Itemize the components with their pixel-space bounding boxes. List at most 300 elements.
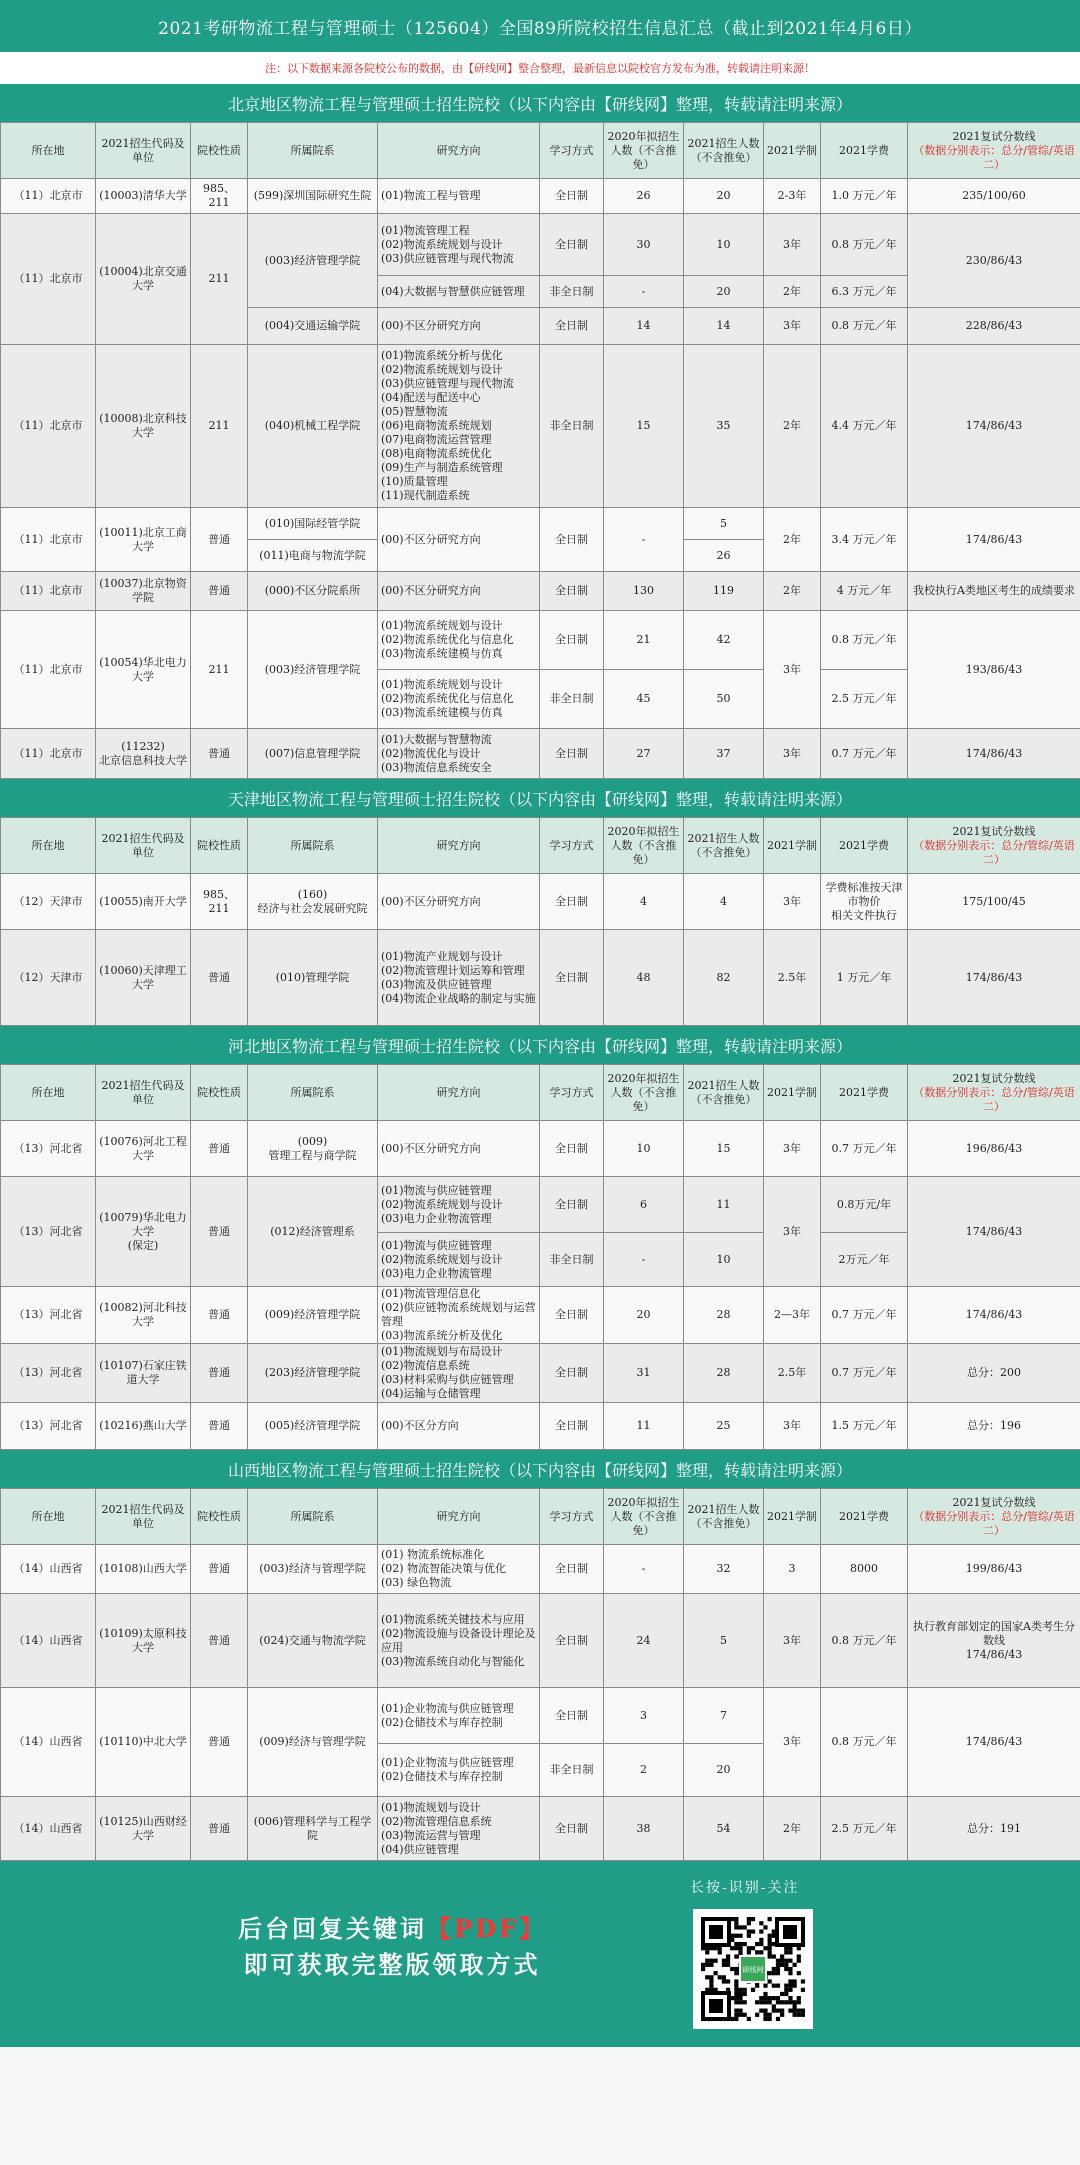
cell-type: 普通 — [191, 572, 248, 611]
column-header: 研究方向 — [378, 1065, 540, 1121]
cell-unit: (10054)华北电力大学 — [96, 611, 191, 729]
cell-dir: (01)大数据与智慧物流 (02)物流优化与设计 (03)物流信息系统安全 — [378, 729, 540, 779]
cell-n2020: 26 — [604, 179, 684, 214]
table-row — [1, 508, 1080, 540]
column-header: 院校性质 — [191, 1065, 248, 1121]
cell-n2021: 82 — [684, 930, 764, 1026]
cell-dept: (003)经济与管理学院 — [248, 1545, 378, 1594]
cell-n2021: 28 — [684, 1287, 764, 1344]
cell-dept: (005)经济管理学院 — [248, 1403, 378, 1450]
promo-line2: 即可获取完整版领取方式 — [243, 1950, 541, 1979]
cell-mode: 非全日制 — [540, 670, 604, 729]
cell-mode: 全日制 — [540, 1545, 604, 1594]
cell-n2020: 24 — [604, 1594, 684, 1688]
cell-dir: (01)物流管理信息化 (02)供应链物流系统规划与运营管理 (03)物流系统分析及优化 — [378, 1287, 540, 1344]
cell-loc: （11）北京市 — [1, 214, 96, 345]
cell-unit: (10076)河北工程大学 — [96, 1121, 191, 1177]
cell-n2020: - — [604, 1233, 684, 1287]
cell-mode: 全日制 — [540, 1287, 604, 1344]
cell-mode: 全日制 — [540, 1688, 604, 1744]
cell-dept: (010)国际经管学院 — [248, 508, 378, 540]
cell-years: 3年 — [764, 1403, 821, 1450]
cell-dir: (01) 物流系统标准化 (02) 物流智能决策与优化 (03) 绿色物流 — [378, 1545, 540, 1594]
cell-n2020: 14 — [604, 308, 684, 345]
column-header: 2020年拟招生人数（不含推免） — [604, 818, 684, 874]
cell-type: 普通 — [191, 1545, 248, 1594]
cell-mode: 非全日制 — [540, 345, 604, 508]
cell-n2020: 2 — [604, 1744, 684, 1797]
cell-n2020: 4 — [604, 874, 684, 930]
column-header: 所属院系 — [248, 1065, 378, 1121]
cell-fee: 0.8 万元／年 — [821, 1688, 908, 1797]
cell-dir: (01)物流工程与管理 — [378, 179, 540, 214]
cell-mode: 全日制 — [540, 1403, 604, 1450]
cell-score: 执行教育部划定的国家A类考生分数线 174/86/43 — [908, 1594, 1080, 1688]
cell-unit: (10011)北京工商大学 — [96, 508, 191, 572]
cell-dept: (003)经济管理学院 — [248, 214, 378, 308]
cell-n2021: 20 — [684, 1744, 764, 1797]
cell-dept: (007)信息管理学院 — [248, 729, 378, 779]
cell-n2020: 31 — [604, 1344, 684, 1403]
cell-type: 普通 — [191, 1177, 248, 1287]
column-header: 院校性质 — [191, 818, 248, 874]
cell-fee: 0.7 万元／年 — [821, 1121, 908, 1177]
table-row — [1, 874, 1080, 930]
cell-years: 2年 — [764, 276, 821, 308]
column-header: 所属院系 — [248, 818, 378, 874]
region-header: 山西地区物流工程与管理硕士招生院校（以下内容由【研线网】整理，转载请注明来源） — [0, 1450, 1080, 1488]
cell-score: 174/86/43 — [908, 729, 1080, 779]
cell-n2021: 20 — [684, 276, 764, 308]
cell-unit: (10060)天津理工大学 — [96, 930, 191, 1026]
cell-years: 3年 — [764, 874, 821, 930]
qr-code-image — [693, 1909, 813, 2029]
cell-n2020: 38 — [604, 1797, 684, 1861]
cell-dir: (00)不区分研究方向 — [378, 874, 540, 930]
cell-mode: 全日制 — [540, 1344, 604, 1403]
cell-mode: 全日制 — [540, 930, 604, 1026]
cell-dir: (01)物流管理工程 (02)物流系统规划与设计 (03)供应链管理与现代物流 — [378, 214, 540, 276]
cell-mode: 全日制 — [540, 572, 604, 611]
cell-years: 3年 — [764, 1121, 821, 1177]
cell-type: 211 — [191, 611, 248, 729]
cell-dir: (01)物流与供应链管理 (02)物流系统规划与设计 (03)电力企业物流管理 — [378, 1177, 540, 1233]
column-header: 2021复试分数线 （数据分别表示：总分/管综/英语二） — [908, 123, 1080, 179]
cell-dept: (160) 经济与社会发展研究院 — [248, 874, 378, 930]
cell-n2020: 27 — [604, 729, 684, 779]
cell-n2021: 5 — [684, 1594, 764, 1688]
cell-unit: (10037)北京物资学院 — [96, 572, 191, 611]
qr-badge-text: 研线网 — [742, 1966, 764, 1974]
cell-fee: 8000 — [821, 1545, 908, 1594]
cell-loc: （14）山西省 — [1, 1797, 96, 1861]
cell-loc: （14）山西省 — [1, 1545, 96, 1594]
cell-n2021: 35 — [684, 345, 764, 508]
cell-dept: (006)管理科学与工程学院 — [248, 1797, 378, 1861]
cell-loc: （11）北京市 — [1, 572, 96, 611]
cell-loc: （13）河北省 — [1, 1344, 96, 1403]
cell-score: 228/86/43 — [908, 308, 1080, 345]
column-header: 2021招生人数（不含推免） — [684, 1065, 764, 1121]
table-header-row — [1, 1489, 1080, 1545]
cell-score: 174/86/43 — [908, 1688, 1080, 1797]
cell-years: 2年 — [764, 572, 821, 611]
cell-type: 211 — [191, 345, 248, 508]
cell-n2021: 7 — [684, 1688, 764, 1744]
cell-score: 230/86/43 — [908, 214, 1080, 308]
column-header: 2021招生代码及单位 — [96, 123, 191, 179]
cell-dir: (01)物流与供应链管理 (02)物流系统规划与设计 (03)电力企业物流管理 — [378, 1233, 540, 1287]
cell-fee: 1.5 万元／年 — [821, 1403, 908, 1450]
cell-n2021: 54 — [684, 1797, 764, 1861]
cell-score: 174/86/43 — [908, 345, 1080, 508]
column-header: 2020年拟招生人数（不含推免） — [604, 1065, 684, 1121]
cell-dept: (004)交通运输学院 — [248, 308, 378, 345]
cell-loc: （14）山西省 — [1, 1688, 96, 1797]
cell-mode: 全日制 — [540, 1121, 604, 1177]
cell-loc: （11）北京市 — [1, 345, 96, 508]
cell-years: 3年 — [764, 308, 821, 345]
cell-unit: (10216)燕山大学 — [96, 1403, 191, 1450]
cell-n2021: 15 — [684, 1121, 764, 1177]
cell-dept: (009)经济与管理学院 — [248, 1688, 378, 1797]
cell-dir: (01)物流系统规划与设计 (02)物流系统优化与信息化 (03)物流系统建模与仿真 — [378, 670, 540, 729]
cell-fee: 0.7 万元／年 — [821, 1287, 908, 1344]
cell-score: 174/86/43 — [908, 1177, 1080, 1287]
cell-type: 普通 — [191, 1121, 248, 1177]
cell-dept: (203)经济管理学院 — [248, 1344, 378, 1403]
cell-mode: 全日制 — [540, 1594, 604, 1688]
cell-n2020: 15 — [604, 345, 684, 508]
cell-fee: 2万元／年 — [821, 1233, 908, 1287]
table-row — [1, 1688, 1080, 1744]
column-header: 2021学制 — [764, 1065, 821, 1121]
table-header-row — [1, 123, 1080, 179]
cell-mode: 非全日制 — [540, 276, 604, 308]
cell-n2020: - — [604, 1545, 684, 1594]
cell-dept: (000)不区分院系所 — [248, 572, 378, 611]
promo-text — [238, 1911, 546, 1983]
cell-dept: (012)经济管理系 — [248, 1177, 378, 1287]
cell-score: 我校执行A类地区考生的成绩要求 — [908, 572, 1080, 611]
cell-dir: (00)不区分研究方向 — [378, 508, 540, 572]
cell-unit: (10108)山西大学 — [96, 1545, 191, 1594]
cell-years: 3年 — [764, 729, 821, 779]
page-title: 2021考研物流工程与管理硕士（125604）全国89所院校招生信息汇总（截止到2021年4月6日） — [0, 0, 1080, 52]
cell-dept: (040)机械工程学院 — [248, 345, 378, 508]
cell-dept: (011)电商与物流学院 — [248, 540, 378, 572]
cell-score: 235/100/60 — [908, 179, 1080, 214]
cell-fee: 4.4 万元／年 — [821, 345, 908, 508]
column-header: 2021招生人数（不含推免） — [684, 123, 764, 179]
cell-score: 174/86/43 — [908, 508, 1080, 572]
promo-line1: 后台回复关键词 — [238, 1914, 427, 1943]
cell-score: 199/86/43 — [908, 1545, 1080, 1594]
cell-n2021: 50 — [684, 670, 764, 729]
cell-fee: 0.8 万元／年 — [821, 308, 908, 345]
cell-type: 普通 — [191, 1797, 248, 1861]
cell-score: 196/86/43 — [908, 1121, 1080, 1177]
cell-unit: (10125)山西财经大学 — [96, 1797, 191, 1861]
cell-fee: 2.5 万元／年 — [821, 1797, 908, 1861]
cell-dir: (04)大数据与智慧供应链管理 — [378, 276, 540, 308]
cell-years: 2年 — [764, 508, 821, 572]
region-table — [0, 122, 1080, 779]
cell-mode: 非全日制 — [540, 1744, 604, 1797]
cell-fee: 0.8 万元／年 — [821, 214, 908, 276]
cell-score: 总分：191 — [908, 1797, 1080, 1861]
cell-n2020: 21 — [604, 611, 684, 670]
cell-unit: (10110)中北大学 — [96, 1688, 191, 1797]
cell-score: 174/86/43 — [908, 1287, 1080, 1344]
cell-fee: 1.0 万元／年 — [821, 179, 908, 214]
cell-n2021: 14 — [684, 308, 764, 345]
cell-dept: (010)管理学院 — [248, 930, 378, 1026]
column-header: 研究方向 — [378, 123, 540, 179]
cell-mode: 全日制 — [540, 611, 604, 670]
table-header-row — [1, 1065, 1080, 1121]
cell-loc: （13）河北省 — [1, 1121, 96, 1177]
cell-mode: 全日制 — [540, 1177, 604, 1233]
region-header: 北京地区物流工程与管理硕士招生院校（以下内容由【研线网】整理，转载请注明来源） — [0, 84, 1080, 122]
column-header: 学习方式 — [540, 818, 604, 874]
cell-years: 2-3年 — [764, 179, 821, 214]
region-table — [0, 1488, 1080, 1861]
cell-years: 3年 — [764, 611, 821, 729]
cell-mode: 全日制 — [540, 1797, 604, 1861]
footer-banner — [0, 1861, 1080, 2047]
cell-n2021: 25 — [684, 1403, 764, 1450]
cell-n2021: 37 — [684, 729, 764, 779]
source-note: 注：以下数据来源各院校公布的数据，由【研线网】整合整理，最新信息以院校官方发布为准，转载请注明来源！ — [0, 52, 1080, 84]
cell-dir: (01)物流规划与布局设计 (02)物流信息系统 (03)材料采购与供应链管理 (04)运输与仓储管理 — [378, 1344, 540, 1403]
cell-dept: (024)交通与物流学院 — [248, 1594, 378, 1688]
cell-type: 985、211 — [191, 179, 248, 214]
cell-type: 普通 — [191, 1594, 248, 1688]
cell-n2020: - — [604, 508, 684, 572]
cell-n2021: 28 — [684, 1344, 764, 1403]
column-header: 所在地 — [1, 818, 96, 874]
table-row — [1, 1344, 1080, 1403]
cell-type: 985、211 — [191, 874, 248, 930]
region-header: 河北地区物流工程与管理硕士招生院校（以下内容由【研线网】整理，转载请注明来源） — [0, 1026, 1080, 1064]
cell-mode: 全日制 — [540, 214, 604, 276]
cell-n2021: 26 — [684, 540, 764, 572]
column-header: 2021学费 — [821, 1489, 908, 1545]
cell-fee: 0.7 万元／年 — [821, 1344, 908, 1403]
column-header: 2021招生代码及单位 — [96, 818, 191, 874]
cell-mode: 全日制 — [540, 179, 604, 214]
cell-mode: 全日制 — [540, 874, 604, 930]
column-header: 2021复试分数线 （数据分别表示：总分/管综/英语二） — [908, 818, 1080, 874]
table-row — [1, 1594, 1080, 1688]
table-row — [1, 729, 1080, 779]
cell-fee: 4 万元／年 — [821, 572, 908, 611]
cell-years: 2.5年 — [764, 1344, 821, 1403]
cell-type: 普通 — [191, 1688, 248, 1797]
column-header: 2021复试分数线 （数据分别表示：总分/管综/英语二） — [908, 1065, 1080, 1121]
cell-fee: 0.8 万元／年 — [821, 1594, 908, 1688]
column-header: 学习方式 — [540, 1489, 604, 1545]
cell-n2020: - — [604, 276, 684, 308]
cell-dir: (01)物流系统分析与优化 (02)物流系统规划与设计 (03)供应链管理与现代物流 (04)配送与配送中心 (05)智慧物流 (06)电商物流系统规划 (07)电商物流运营管理 (08)电商物流系统优化 (09)生产与制造系统管理 (10)质量管理 (11)现代制造系统 — [378, 345, 540, 508]
cell-dept: (599)深圳国际研究生院 — [248, 179, 378, 214]
cell-n2020: 6 — [604, 1177, 684, 1233]
cell-n2021: 5 — [684, 508, 764, 540]
cell-score: 175/100/45 — [908, 874, 1080, 930]
cell-n2020: 45 — [604, 670, 684, 729]
table-row — [1, 611, 1080, 670]
cell-type: 普通 — [191, 1287, 248, 1344]
cell-dir: (01)物流产业规划与设计 (02)物流管理计划运筹和管理 (03)物流及供应链管理 (04)物流企业战略的制定与实施 — [378, 930, 540, 1026]
cell-fee: 2.5 万元／年 — [821, 670, 908, 729]
column-header: 2021学费 — [821, 1065, 908, 1121]
region-header: 天津地区物流工程与管理硕士招生院校（以下内容由【研线网】整理，转载请注明来源） — [0, 779, 1080, 817]
cell-mode: 全日制 — [540, 308, 604, 345]
column-header: 院校性质 — [191, 1489, 248, 1545]
table-row — [1, 1797, 1080, 1861]
column-header: 2020年拟招生人数（不含推免） — [604, 123, 684, 179]
column-header: 2021招生人数（不含推免） — [684, 818, 764, 874]
cell-n2021: 32 — [684, 1545, 764, 1594]
cell-n2020: 10 — [604, 1121, 684, 1177]
school-tables — [0, 84, 1080, 1861]
cell-score: 174/86/43 — [908, 930, 1080, 1026]
table-row — [1, 930, 1080, 1026]
column-header: 研究方向 — [378, 818, 540, 874]
cell-n2021: 42 — [684, 611, 764, 670]
cell-n2020: 48 — [604, 930, 684, 1026]
cell-mode: 非全日制 — [540, 1233, 604, 1287]
cell-dir: (01)企业物流与供应链管理 (02)仓储技术与库存控制 — [378, 1688, 540, 1744]
cell-fee: 6.3 万元／年 — [821, 276, 908, 308]
cell-fee: 3.4 万元／年 — [821, 508, 908, 572]
cell-n2020: 130 — [604, 572, 684, 611]
cell-n2021: 10 — [684, 1233, 764, 1287]
column-header: 所在地 — [1, 123, 96, 179]
cell-loc: （11）北京市 — [1, 508, 96, 572]
cell-loc: （11）北京市 — [1, 179, 96, 214]
cell-unit: (10109)太原科技大学 — [96, 1594, 191, 1688]
promo-keyword: 【PDF】 — [427, 1914, 546, 1943]
cell-mode: 全日制 — [540, 729, 604, 779]
cell-type: 普通 — [191, 1344, 248, 1403]
cell-n2020: 3 — [604, 1688, 684, 1744]
cell-years: 2年 — [764, 1797, 821, 1861]
column-header: 2021学制 — [764, 1489, 821, 1545]
table-row — [1, 1287, 1080, 1344]
cell-loc: （12）天津市 — [1, 874, 96, 930]
table-row — [1, 1121, 1080, 1177]
cell-mode: 全日制 — [540, 508, 604, 572]
table-row — [1, 1403, 1080, 1450]
cell-loc: （13）河北省 — [1, 1287, 96, 1344]
cell-unit: (10055)南开大学 — [96, 874, 191, 930]
cell-fee: 0.8万元/年 — [821, 1177, 908, 1233]
column-header: 2021学费 — [821, 818, 908, 874]
cell-dir: (00)不区分研究方向 — [378, 308, 540, 345]
cell-fee: 0.7 万元／年 — [821, 729, 908, 779]
cell-years: 3年 — [764, 1177, 821, 1287]
cell-n2021: 11 — [684, 1177, 764, 1233]
cell-n2020: 20 — [604, 1287, 684, 1344]
cell-unit: (10107)石家庄铁道大学 — [96, 1344, 191, 1403]
cell-n2021: 20 — [684, 179, 764, 214]
column-header: 所在地 — [1, 1489, 96, 1545]
cell-unit: (10008)北京科技大学 — [96, 345, 191, 508]
table-row — [1, 345, 1080, 508]
cell-unit: (10082)河北科技大学 — [96, 1287, 191, 1344]
column-header: 院校性质 — [191, 123, 248, 179]
cell-dir: (00)不区分方向 — [378, 1403, 540, 1450]
cell-loc: （12）天津市 — [1, 930, 96, 1026]
cell-unit: (11232) 北京信息科技大学 — [96, 729, 191, 779]
cell-unit: (10079)华北电力大学 (保定) — [96, 1177, 191, 1287]
cell-type: 211 — [191, 214, 248, 345]
column-header: 所属院系 — [248, 1489, 378, 1545]
cell-loc: （11）北京市 — [1, 611, 96, 729]
cell-years: 3年 — [764, 214, 821, 276]
column-header: 学习方式 — [540, 1065, 604, 1121]
column-header: 研究方向 — [378, 1489, 540, 1545]
cell-n2021: 119 — [684, 572, 764, 611]
qr-code[interactable] — [693, 1909, 813, 2029]
cell-dir: (00)不区分研究方向 — [378, 1121, 540, 1177]
table-row — [1, 1177, 1080, 1233]
cell-fee: 学费标准按天津市物价 相关文件执行 — [821, 874, 908, 930]
cell-type: 普通 — [191, 508, 248, 572]
table-row — [1, 214, 1080, 276]
cell-loc: （13）河北省 — [1, 1403, 96, 1450]
cell-years: 2—3年 — [764, 1287, 821, 1344]
cell-score: 193/86/43 — [908, 611, 1080, 729]
cell-fee: 1 万元／年 — [821, 930, 908, 1026]
column-header: 2021学费 — [821, 123, 908, 179]
region-table — [0, 817, 1080, 1026]
cell-loc: （14）山西省 — [1, 1594, 96, 1688]
cell-unit: (10004)北京交通大学 — [96, 214, 191, 345]
cell-loc: （11）北京市 — [1, 729, 96, 779]
column-header: 2021招生代码及单位 — [96, 1065, 191, 1121]
cell-type: 普通 — [191, 1403, 248, 1450]
column-header: 所在地 — [1, 1065, 96, 1121]
table-header-row — [1, 818, 1080, 874]
cell-dept: (009) 管理工程与商学院 — [248, 1121, 378, 1177]
cell-dir: (01)物流规划与设计 (02)物流管理信息系统 (03)物流运营与管理 (04)供应链管理 — [378, 1797, 540, 1861]
cell-n2021: 4 — [684, 874, 764, 930]
cell-type: 普通 — [191, 930, 248, 1026]
cell-n2021: 10 — [684, 214, 764, 276]
column-header: 所属院系 — [248, 123, 378, 179]
cell-unit: (10003)清华大学 — [96, 179, 191, 214]
column-header: 2021复试分数线 （数据分别表示：总分/管综/英语二） — [908, 1489, 1080, 1545]
cell-score: 总分：196 — [908, 1403, 1080, 1450]
table-row — [1, 1545, 1080, 1594]
cell-loc: （13）河北省 — [1, 1177, 96, 1287]
cell-n2020: 30 — [604, 214, 684, 276]
cell-type: 普通 — [191, 729, 248, 779]
column-header: 2021招生代码及单位 — [96, 1489, 191, 1545]
cell-score: 总分：200 — [908, 1344, 1080, 1403]
column-header: 2021学制 — [764, 818, 821, 874]
cell-years: 2.5年 — [764, 930, 821, 1026]
cell-dept: (009)经济管理学院 — [248, 1287, 378, 1344]
column-header: 2020年拟招生人数（不含推免） — [604, 1489, 684, 1545]
cell-dir: (01)物流系统关键技术与应用 (02)物流设施与设备设计理论及应用 (03)物流系统自动化与智能化 — [378, 1594, 540, 1688]
column-header: 学习方式 — [540, 123, 604, 179]
cell-years: 2年 — [764, 345, 821, 508]
region-table — [0, 1064, 1080, 1450]
